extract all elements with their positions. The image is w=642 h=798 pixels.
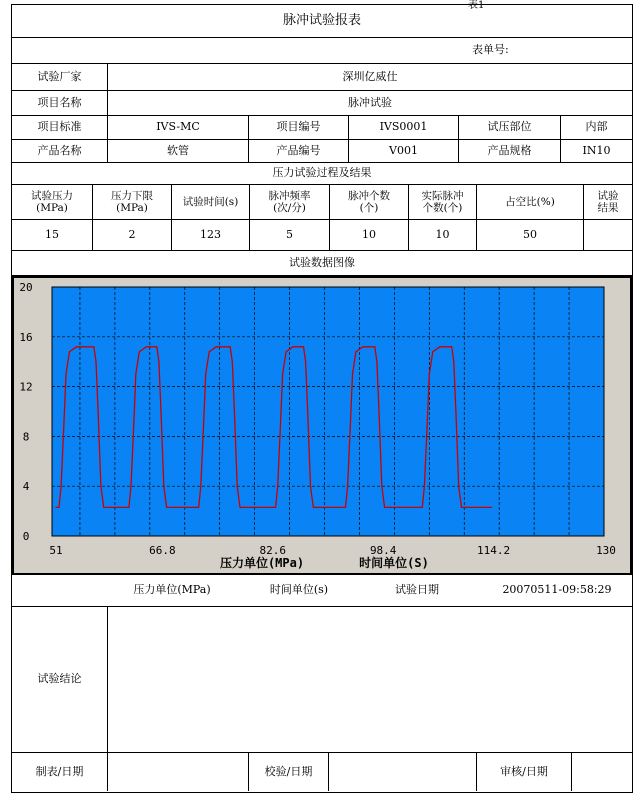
title-row xyxy=(12,5,632,38)
header-pulse-frequency: 脉冲频率 (次/分) xyxy=(250,185,330,219)
test-date-label: 试验日期 xyxy=(395,583,439,597)
chart-section-title: 试验数据图像 xyxy=(289,255,355,269)
conclusion-label: 试验结论 xyxy=(12,607,108,752)
project-code-value: IVS0001 xyxy=(349,116,459,139)
reviewed-by-label: 审核/日期 xyxy=(477,753,572,791)
x-axis-label: 时间单位(S) xyxy=(359,556,429,570)
y-tick-label: 16 xyxy=(19,330,33,344)
results-section-title: 压力试验过程及结果 xyxy=(272,166,372,180)
chart-panel xyxy=(12,276,632,575)
manufacturer-row xyxy=(12,64,632,91)
product-name-label: 产品名称 xyxy=(12,140,108,162)
project-name-value: 脉冲试验 xyxy=(348,95,392,109)
header-test-time: 试验时间(s) xyxy=(172,185,250,219)
conclusion-row xyxy=(12,607,632,753)
chart-title-row xyxy=(12,251,632,276)
time-unit-label: 时间单位(s) xyxy=(269,583,329,597)
checked-by-value xyxy=(329,753,477,791)
results-title-row xyxy=(12,163,632,185)
product-name-row xyxy=(12,140,632,163)
value-test-pressure: 15 xyxy=(12,220,93,250)
value-test-time: 123 xyxy=(172,220,250,250)
header-pulse-count: 脉冲个数 (个) xyxy=(330,185,409,219)
project-code-label: 项目编号 xyxy=(249,116,349,139)
conclusion-value xyxy=(108,607,632,752)
y-tick-label: 12 xyxy=(19,380,33,394)
pressure-unit-label: 压力单位(MPa) xyxy=(133,583,211,597)
product-code-value: V001 xyxy=(349,140,459,162)
value-test-result xyxy=(584,220,632,250)
pressure-time-chart xyxy=(14,278,630,573)
product-spec-label: 产品规格 xyxy=(459,140,561,162)
test-part-label: 试压部位 xyxy=(459,116,561,139)
value-pressure-lower: 2 xyxy=(93,220,172,250)
product-spec-value: IN10 xyxy=(582,143,611,157)
x-tick-label: 66.8 xyxy=(149,544,176,557)
prepared-by-label: 制表/日期 xyxy=(12,753,108,791)
form-number-label: 表单号: xyxy=(472,43,509,57)
project-standard-label: 项目标准 xyxy=(12,116,108,139)
x-tick-label: 114.2 xyxy=(477,544,511,557)
value-duty-cycle: 50 xyxy=(477,220,584,250)
report-title: 脉冲试验报表 xyxy=(282,12,361,28)
x-tick-label: 51 xyxy=(49,544,63,557)
prepared-by-value xyxy=(108,753,249,791)
product-name-value: 软管 xyxy=(108,140,249,162)
units-row xyxy=(12,575,632,607)
y-axis-label: 压力单位(MPa) xyxy=(219,556,305,570)
header-pressure-lower: 压力下限 (MPa) xyxy=(93,185,172,219)
signature-row xyxy=(12,753,632,791)
header-actual-pulse-count: 实际脉冲 个数(个) xyxy=(409,185,477,219)
test-date-value: 20070511-09:58:29 xyxy=(502,583,612,597)
product-code-label: 产品编号 xyxy=(249,140,349,162)
y-tick-label: 20 xyxy=(19,281,33,294)
y-tick-label: 4 xyxy=(22,480,30,494)
project-standard-row xyxy=(12,116,632,140)
value-actual-pulse-count: 10 xyxy=(409,220,477,250)
manufacturer-value: 深圳亿威仕 xyxy=(342,69,398,83)
header-test-pressure: 试验压力 (MPa) xyxy=(12,185,93,219)
manufacturer-label: 试验厂家 xyxy=(12,64,108,90)
y-tick-label: 8 xyxy=(22,430,30,444)
x-tick-label: 98.4 xyxy=(369,544,397,557)
header-duty-cycle: 占空比(%) xyxy=(477,185,584,219)
value-pulse-frequency: 5 xyxy=(250,220,330,250)
project-name-row xyxy=(12,91,632,116)
header-test-result: 试验 结果 xyxy=(597,189,619,214)
top-mark: 表1 xyxy=(468,0,485,11)
test-part-value: 内部 xyxy=(585,120,608,134)
project-standard-value: IVS-MC xyxy=(108,116,249,139)
results-header-row xyxy=(12,185,632,220)
reviewed-by-value xyxy=(572,753,632,791)
results-value-row xyxy=(12,220,632,251)
project-name-label: 项目名称 xyxy=(12,91,108,115)
y-tick-label: 0 xyxy=(22,530,30,543)
x-tick-label: 130 xyxy=(596,544,616,557)
checked-by-label: 校验/日期 xyxy=(249,753,329,791)
form-number-row xyxy=(12,38,632,64)
x-tick-label: 82.6 xyxy=(259,544,287,557)
value-pulse-count: 10 xyxy=(330,220,409,250)
